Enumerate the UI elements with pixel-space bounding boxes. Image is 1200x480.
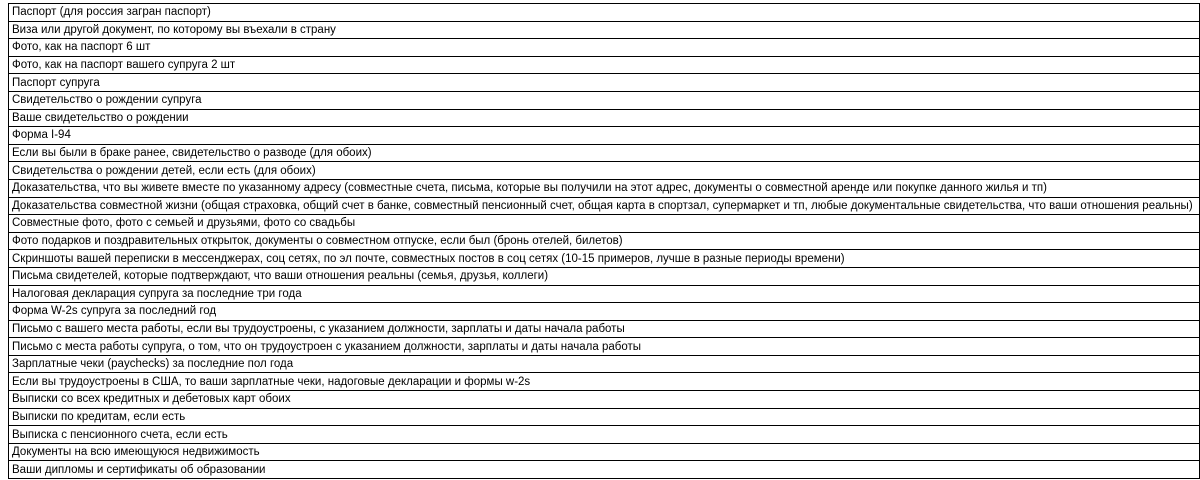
table-row <box>9 127 1200 145</box>
table-row <box>9 39 1200 57</box>
table-row <box>9 461 1200 479</box>
table-cell: Свидетельства о рождении детей, если есть (для обоих) <box>9 162 1200 180</box>
table-cell: Форма W-2s супруга за последний год <box>9 303 1200 321</box>
table-cell: Паспорт супруга <box>9 74 1200 92</box>
table-row <box>9 443 1200 461</box>
table-row <box>9 250 1200 268</box>
table-row <box>9 426 1200 444</box>
table-row <box>9 21 1200 39</box>
table-cell: Письма свидетелей, которые подтверждают, что ваши отношения реальны (семья, друзья, коллеги) <box>9 267 1200 285</box>
table-cell: Совместные фото, фото с семьей и друзьями, фото со свадьбы <box>9 215 1200 233</box>
table-cell: Если вы трудоустроены в США, то ваши зарплатные чеки, надоговые декларации и формы w-2s <box>9 373 1200 391</box>
table-cell: Фото, как на паспорт 6 шт <box>9 39 1200 57</box>
table-cell: Фото подарков и поздравительных открыток, документы о совместном отпуске, если был (бронь отелей, билетов) <box>9 232 1200 250</box>
table-row <box>9 320 1200 338</box>
table-cell: Свидетельство о рождении супруга <box>9 91 1200 109</box>
table-cell: Форма I-94 <box>9 127 1200 145</box>
table-cell: Ваши дипломы и сертификаты об образовании <box>9 461 1200 479</box>
table-row <box>9 197 1200 215</box>
table-row <box>9 267 1200 285</box>
table-cell: Выписки по кредитам, если есть <box>9 408 1200 426</box>
documents-table-body <box>9 4 1200 479</box>
documents-table <box>8 3 1200 479</box>
table-cell: Ваше свидетельство о рождении <box>9 109 1200 127</box>
table-cell: Выписка с пенсионного счета, если есть <box>9 426 1200 444</box>
table-cell: Выписки со всех кредитных и дебетовых карт обоих <box>9 391 1200 409</box>
table-row <box>9 179 1200 197</box>
table-cell: Если вы были в браке ранее, свидетельство о разводе (для обоих) <box>9 144 1200 162</box>
table-row <box>9 144 1200 162</box>
table-row <box>9 373 1200 391</box>
table-cell: Налоговая декларация супруга за последние три года <box>9 285 1200 303</box>
table-cell: Паспорт (для россия загран паспорт) <box>9 4 1200 22</box>
table-cell: Виза или другой документ, по которому вы въехали в страну <box>9 21 1200 39</box>
table-row <box>9 4 1200 22</box>
table-row <box>9 303 1200 321</box>
table-row <box>9 162 1200 180</box>
table-row <box>9 338 1200 356</box>
table-cell: Фото, как на паспорт вашего супруга 2 шт <box>9 56 1200 74</box>
table-row <box>9 285 1200 303</box>
table-cell: Зарплатные чеки (paychecks) за последние пол года <box>9 355 1200 373</box>
table-row <box>9 408 1200 426</box>
table-cell: Письмо с места работы супруга, о том, что он трудоустроен с указанием должности, зарплаты и даты начала работы <box>9 338 1200 356</box>
table-row <box>9 109 1200 127</box>
table-cell: Скриншоты вашей переписки в мессенджерах, соц сетях, по эл почте, совместных постов в соц сетях (10-15 примеров, лучше в разные периоды времени) <box>9 250 1200 268</box>
table-cell: Письмо с вашего места работы, если вы трудоустроены, с указанием должности, зарплаты и даты начала работы <box>9 320 1200 338</box>
table-row <box>9 56 1200 74</box>
table-cell: Доказательства совместной жизни (общая страховка, общий счет в банке, совместный пенсионный счет, общая карта в спортзал, супермаркет и тп, любые документальные свидетельства, что ваши отношения реальны) <box>9 197 1200 215</box>
table-row <box>9 391 1200 409</box>
table-row <box>9 74 1200 92</box>
table-row <box>9 355 1200 373</box>
table-row <box>9 215 1200 233</box>
table-cell: Документы на всю имеющуюся недвижимость <box>9 443 1200 461</box>
table-row <box>9 91 1200 109</box>
table-cell: Доказательства, что вы живете вместе по указанному адресу (совместные счета, письма, которые вы получили на этот адрес, документы о совместной аренде или покупке данного жилья и тп) <box>9 179 1200 197</box>
table-row <box>9 232 1200 250</box>
